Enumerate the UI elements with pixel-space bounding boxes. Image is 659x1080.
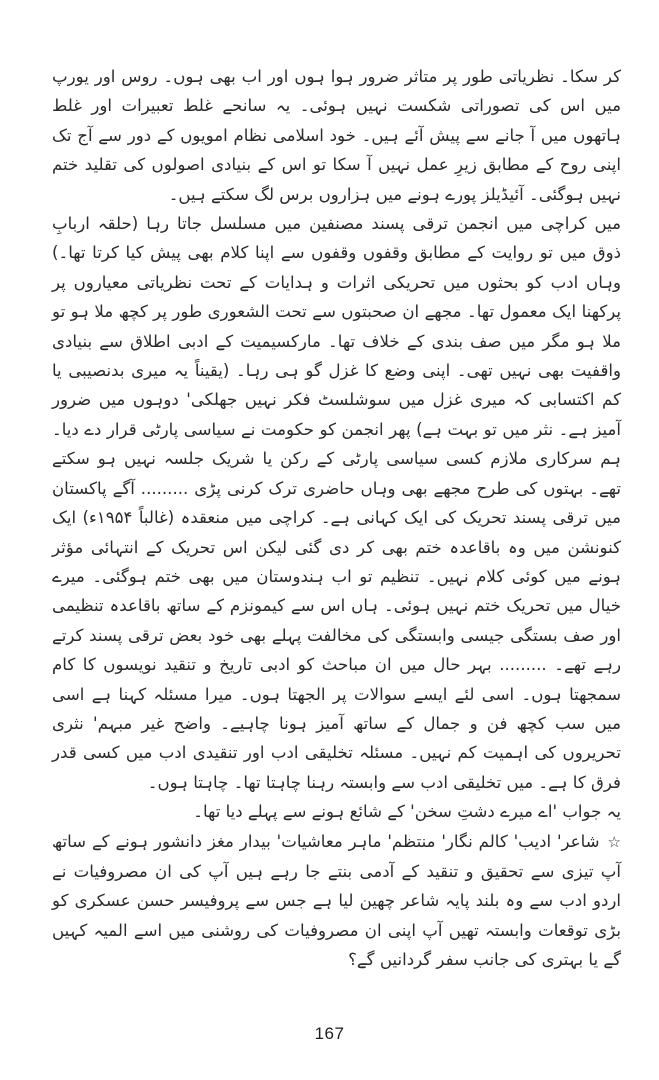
paragraph-karachi-anjuman: میں کراچی میں انجمن ترقی پسند مصنفین میں مسلسل جاتا رہا (حلقہ اربابِ ذوق میں تو روایت کے مطابق وقفوں وقفوں سے اپنا کلام بھی پیش کیا کرتا تھا۔) وہاں ادب کو بحثوں میں تحریکی اثرات و ہدایات کے تحت نظریاتی معیاروں پر پرکھنا ایک معمول تھا۔ مجھے ان صحبتوں سے تحت الشعوری طور پر کچھ ملا ہو تو ملا ہو مگر میں صف بندی کے خلاف تھا۔ مارکسیمیت کے ادبی اطلاق سے بنیادی واقفیت بھی نہیں تھی۔ اپنی وضع کا غزل گو ہی رہا۔ (یقیناً یہ میری بدنصیبی یا کم اکتسابی کہ میری غزل میں سوشلسٹ فکر نہیں جھلکی' دوہوں میں ضرور آمیز ہے۔ نثر میں تو بہت ہے) پھر انجمن کو حکومت نے سیاسی پارٹی قرار دے دیا۔ ہم سرکاری ملازم کسی سیاسی پارٹی کے رکن یا شریک جلسہ نہیں ہو سکتے تھے۔ بہتوں کی طرح مجھے بھی وہاں حاضری ترک کرنی پڑی ......... آگے پاکستان میں ترقی پسند تحریک کی ایک کہانی ہے۔ کراچی میں منعقدہ (غالباً ۱۹۵۴ء) ایک کنونشن میں وہ باقاعدہ ختم بھی کر دی گئی لیکن اس تحریک کے انتہائی مؤثر ہونے میں کوئی کلام نہیں۔ تنظیم تو اب ہندوستان میں بھی ختم ہوگئی۔ میرے خیال میں تحریک ختم نہیں ہوئی۔ ہاں اس سے کیمونزم کے ساتھ باقاعدہ تنظیمی اور صف بستگی جیسی وابستگی کی مخالفت پہلے بھی خود بعض ترقی پسند کرتے رہے تھے۔ ......... بہر حال میں ان مباحث کو ادبی تاریخ و تنقید نویسوں کا کام سمجھتا ہوں۔ اسی لئے ایسے سوالات پر الجھتا ہوں۔ میرا مسئلہ کہنا ہے اسی میں سب کچھ فن و جمال کے ساتھ آمیز ہونا چاہیے۔ واضح غیر مبہم' نثری تحریروں کی اہمیت کم نہیں۔ مسئلہ تخلیقی ادب اور تنقیدی ادب میں کسی قدر فرق کا ہے۔ میں تخلیقی ادب سے وابستہ رہنا چاہتا تھا۔ چاہتا ہوں۔ xyxy=(52,214,621,792)
question-paragraph xyxy=(52,827,621,975)
paragraph-answer-note: یہ جواب 'اے میرے دشتِ سخن' کے شائع ہونے سے پہلے دیا تھا۔ xyxy=(193,802,621,822)
question-text: شاعر' ادیب' کالم نگار' منتظم' ماہر معاشیات' بیدار مغز دانشور ہونے کے ساتھ آپ تیزی سے تحقیق و تنقید کے آدمی بنتے جا رہے ہیں آپ کی ان مصروفیات نے اردو ادب سے وہ بلند پایہ شاعر چھین لیا ہے جس سے پروفیسر حسن عسکری کو بڑی توقعات وابستہ تھیں آپ اپنی ان مصروفیات کی روشنی میں اسے المیہ کہیں گے یا بہتری کی جانب سفر گردانیں گے؟ xyxy=(52,831,621,970)
paragraph-answer-end: کر سکا۔ نظریاتی طور پر متاثر ضرور ہوا ہوں اور اب بھی ہوں۔ روس اور یورپ میں اس کی تصوراتی شکست نہیں ہوئی۔ یہ سانحے غلط تعبیرات اور غلط ہاتھوں میں آ جانے سے پیش آئے ہیں۔ خود اسلامی نظام امویوں کے دور سے آج تک اپنی روح کے مطابق زیرِ عمل نہیں آ سکا تو اس کے بنیادی اصولوں کی تقلید ختم نہیں ہوگئی۔ آئیڈیلز پورے ہونے میں ہزاروں برس لگ سکتے ہیں۔ xyxy=(52,67,621,204)
page-number: 167 xyxy=(314,1024,345,1043)
star-icon: ☆ xyxy=(607,832,621,851)
page-text xyxy=(52,62,621,975)
